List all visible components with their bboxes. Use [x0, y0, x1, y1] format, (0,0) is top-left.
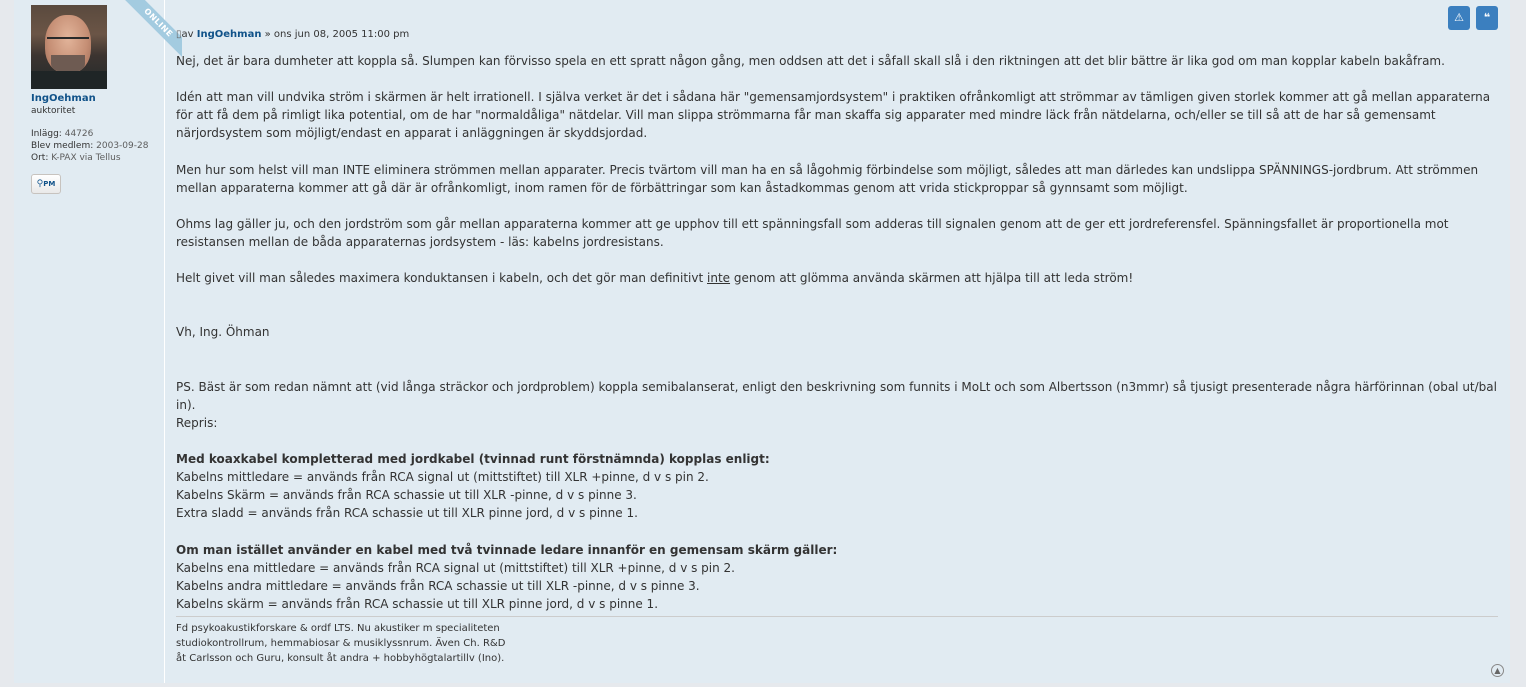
spacer	[176, 522, 1498, 540]
location-label: Ort:	[31, 153, 49, 163]
warning-icon: ⚠	[1454, 11, 1464, 24]
spacer	[176, 251, 1498, 269]
online-badge	[112, 0, 182, 70]
author-prefix: av	[181, 29, 194, 40]
post-body	[176, 0, 1498, 683]
line: Kabelns andra mittledare = används från RCA schassie ut till XLR -pinne, d v s pinne 3.	[176, 578, 700, 593]
pm-button[interactable]	[31, 174, 61, 194]
spacer	[176, 70, 1498, 88]
paragraph-part: Helt givet vill man således maximera konduktansen i kabeln, och det gör man definitivt	[176, 271, 708, 286]
spacer	[176, 142, 1498, 160]
underlined-word: inte	[707, 271, 731, 286]
signature-line: åt Carlsson och Guru, konsult åt andra + hobbyhögtalartillv (Ino).	[176, 653, 505, 664]
paragraph: Repris:	[176, 415, 218, 430]
member-value: 2003-09-28	[96, 141, 149, 151]
avatar-glasses	[47, 37, 89, 49]
line: Kabelns Skärm = används från RCA schassie ut till XLR -pinne, d v s pinne 3.	[176, 488, 637, 503]
posts-value[interactable]: 44726	[64, 129, 94, 139]
posts-label: Inlägg:	[31, 129, 62, 139]
post-profile	[14, 0, 175, 683]
user-rank: auktoritet	[31, 106, 76, 116]
signature	[176, 616, 1498, 666]
avatar-shirt	[31, 71, 107, 89]
report-button[interactable]	[1448, 6, 1470, 30]
online-badge-label: ONLINE	[118, 0, 182, 63]
user-icon: ⚲	[36, 179, 44, 189]
sign-off: Vh, Ing. Öhman	[176, 325, 270, 340]
bold-heading	[176, 541, 1498, 559]
post-actions	[1442, 6, 1498, 30]
spacer	[176, 287, 1498, 305]
pm-label: PM	[43, 180, 56, 188]
paragraph: Idén att man vill undvika ström i skärmen är helt irrationell. I själva verket är det i sådana här "gemensamjordsystem" i praktiken ofrånkomligt att strömmar av tämligen given storlek kommer att gå mellan apparaterna för att få dem på rimligt lika potential, om de har "normaldåliga" nätdelar. Vill man slippa strömmarna får man skaffa sig apparater med mindre läck från nätdelarna, och/eller se till så att de har så gemensamt närjordsystem som möjligt/endast en apparat i anläggningen är skyddsjordad.	[176, 90, 1491, 141]
paragraph: Nej, det är bara dumheter att koppla så. Slumpen kan förvisso spela en ett spratt någon gång, men oddsen att det i såfall skall slå i den riktningen att det blir bättre är lika god om man kopplar kabeln bakåfram.	[176, 54, 1445, 68]
post-icon[interactable]: ▯	[176, 29, 182, 40]
post-date: » ons jun 08, 2005 11:00 pm	[264, 29, 410, 40]
posts-count	[31, 128, 148, 140]
quote-icon: ❝	[1483, 11, 1491, 24]
spacer	[176, 360, 1498, 378]
post	[14, 0, 1510, 683]
spacer	[176, 197, 1498, 215]
paragraph	[176, 269, 1498, 287]
line: Kabelns mittledare = används från RCA signal ut (mittstiftet) till XLR +pinne, d v s pin 2.	[176, 470, 709, 485]
location	[31, 152, 148, 164]
spacer	[176, 432, 1498, 450]
line: Kabelns skärm = används från RCA schassie ut till XLR pinne jord, d v s pinne 1.	[176, 596, 659, 611]
quote-button[interactable]	[1476, 6, 1498, 30]
bold-heading-text: Om man istället använder en kabel med två tvinnade ledare innanför en gemensam skärm gäller:	[176, 542, 838, 557]
paragraph: Men hur som helst vill man INTE eliminera strömmen mellan apparater. Precis tvärtom vill man ha en så lågohmig förbindelse som möjligt, således att man därledes kan undslippa SPÄNNINGS-jordbrum. Att strömmen mellan apparaterna kommer att gå där är ofrånkomligt, inom ramen för de förbättringar som kan åstadkommas genom att vrida stickproppar så gynnsamt som möjligt.	[176, 162, 1479, 195]
signature-line: Fd psykoakustikforskare & ordf LTS. Nu akustiker m specialiteten	[176, 623, 500, 634]
spacer	[176, 342, 1498, 360]
line: Extra sladd = används från RCA schassie ut till XLR pinne jord, d v s pinne 1.	[176, 506, 638, 521]
profile-info	[31, 128, 148, 164]
bold-heading-text: Med koaxkabel kompletterad med jordkabel (tvinnad runt förstnämnda) kopplas enligt:	[176, 452, 770, 467]
member-since	[31, 140, 148, 152]
paragraph: PS. Bäst är som redan nämnt att (vid långa sträckor och jordproblem) koppla semibalanserat, enligt den beskrivning som funnits i MoLt och som Albertsson (n3mmr) så tjusigt presenterade några härförinnan (obal ut/bal in).	[176, 379, 1497, 412]
location-value: K-PAX via Tellus	[51, 153, 121, 163]
back-to-top-icon[interactable]: ▲	[1491, 664, 1504, 677]
paragraph: Ohms lag gäller ju, och den jordström som går mellan apparaterna kommer att ge upphov till ett spänningsfall som adderas till signalen genom att de ger ett jordreferensfel. Spänningsfallet är proportionella mot resistansen mellan de båda apparaternas jordsystem - läs: kabelns jordresistans.	[176, 216, 1449, 249]
member-label: Blev medlem:	[31, 141, 94, 151]
spacer	[176, 305, 1498, 323]
line: Kabelns ena mittledare = används från RCA signal ut (mittstiftet) till XLR +pinne, d v s pin 2.	[176, 560, 735, 575]
author-link[interactable]: IngOehman	[196, 29, 262, 40]
bold-heading	[176, 450, 1498, 468]
paragraph-part: genom att glömma använda skärmen att hjälpa till att leda ström!	[730, 271, 1134, 286]
post-content	[176, 52, 1498, 613]
post-author-line	[176, 29, 409, 40]
scrollbar[interactable]	[1512, 0, 1526, 687]
avatar[interactable]	[31, 5, 107, 89]
signature-line: studiokontrollrum, hemmabiosar & musiklyssnrum. Även Ch. R&D	[176, 638, 506, 649]
username-link[interactable]: IngOehman	[31, 93, 96, 104]
